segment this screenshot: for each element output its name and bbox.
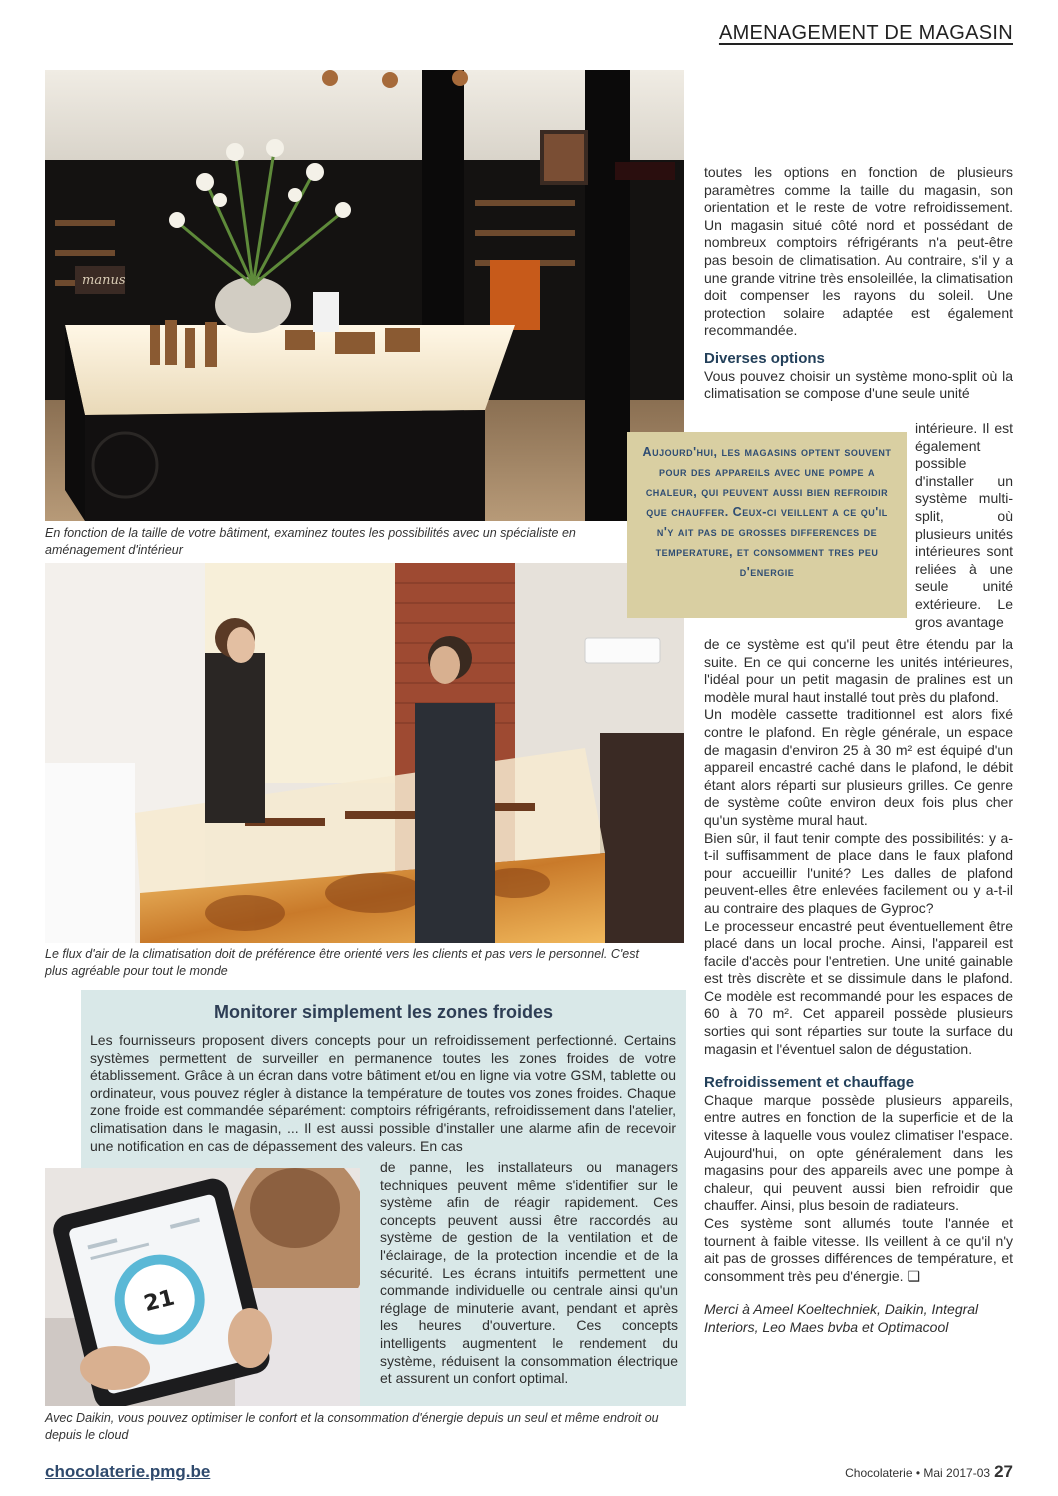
options-paragraph-narrow: intérieure. Il est également possible d'installer un système multi-split, où plusieurs unités intérieures sont reliées à une seule unité extérieure. Le gros avantage bbox=[915, 420, 1013, 630]
box-paragraph-side: de panne, les installateurs ou managers techniques peuvent même s'identifier sur le système afin de réagir rapidement. Ces concepts peuvent aussi être raccordés au système de gestion de la ventilation et de l'éclairage, de la protection incendie et de la sécurité. Les écrans intuitifs permettent une commande individuelle ou centrale ainsi qu'un réglage de minuterie avant, pendant et après les heures d'ouverture. Ces concepts intelligents augmentent le rendement du système, réduisent la consommation électrique et assurent un confort optimal. bbox=[380, 1159, 678, 1387]
pull-quote: Aujourd'hui, les magasins optent souvent pour des appareils avec une pompe a chaleur, qui peuvent aussi bien refroidir que chauffer. Ceux-ci veillent a ce qu'il n'y ait pas de grosses differences de temperature, et consomment tres peu d'energie bbox=[627, 432, 907, 618]
right-column bbox=[704, 164, 1013, 403]
right-column-lower bbox=[704, 636, 1013, 1337]
box-paragraph-top: Les fournisseurs proposent divers concepts pour un refroidissement perfectionné. Certains systèmes permettent de surveiller en permanence toutes les zones froides de votre établissement. Grâce à un écran dans votre bâtiment et/ou en ligne via votre GSM, tablette ou ordinateur, vous pouvez régler à distance la température de toutes vos zones froides. Chaque zone froide est commandée séparément: comptoirs réfrigérants, refroidissement dans l'atelier, climatisation dans le magasin, ... Il est aussi possible d'installer une alarme afin de recevoir une notification en cas de dépassement des valeurs. En cas bbox=[90, 1032, 676, 1154]
box-text-side bbox=[380, 1159, 678, 1388]
section-title: AMENAGEMENT DE MAGASIN bbox=[718, 22, 1013, 44]
tablet-photo bbox=[45, 1168, 360, 1406]
options-paragraph-start: Vous pouvez choisir un système mono-split où la climatisation se compose d'une seule unité bbox=[704, 367, 1013, 402]
middle-photo-caption: Le flux d'air de la climatisation doit de préférence être orienté vers les clients et pas vers le personnel. C'est plus agréable pour tout le monde bbox=[45, 947, 639, 978]
heading-diverses-options: Diverses options bbox=[704, 349, 825, 367]
box-text-top bbox=[90, 1032, 676, 1155]
footer-page-info bbox=[845, 1462, 1013, 1482]
right-column-narrow bbox=[915, 420, 1013, 631]
top-photo-caption: En fonction de la taille de votre bâtiment, examinez toutes les possibilités avec un spécialiste en aménagement d'intérieur bbox=[45, 526, 576, 557]
box-title: Monitorer simplement les zones froides bbox=[213, 1002, 554, 1022]
intro-paragraph: toutes les options en fonction de plusieurs paramètres comme la taille du magasin, son orientation et le reste de votre refroidissement. Un magasin situé côté nord et possédant de nombreux comptoirs réfrigérants n'a peut-être pas besoin de climatisation. Au contraire, s'il y a une grande vitrine très ensoleillée, la climatisation doit compenser les rayons du soleil. Une protection solaire adaptée est également recommandée. bbox=[704, 164, 1013, 339]
options-paragraph-end: de ce système est qu'il peut être étendu par la suite. En ce qui concerne les unités intérieures, l'idéal pour un petit magasin de pralines est un modèle mural haut installé tout près du plafond. bbox=[704, 636, 1013, 705]
ceiling-paragraph: Bien sûr, il faut tenir compte des possibilités: y a-t-il suffisamment de place dans le faux plafond pour accueillir l'unité? Les dalles de plafond peuvent-elles être enlevées facilement ou y a-t-il au contraire des plaques de Gyproc? bbox=[704, 829, 1013, 916]
shop-interior-photo bbox=[45, 70, 684, 521]
tablet-photo-caption: Avec Daikin, vous pouvez optimiser le confort et la consommation d'énergie depuis un seul et même endroit ou depuis le cloud bbox=[45, 1411, 659, 1442]
praline-shop-photo bbox=[45, 563, 684, 943]
footer-magazine: Chocolaterie • Mai 2017-03 bbox=[845, 1466, 991, 1480]
page-number: 27 bbox=[994, 1462, 1013, 1481]
system-paragraph: Ces système sont allumés toute l'année et tournent à faible vitesse. Ils veillent à ce qu'il n'y ait pas de grosses différences de température, et consomment très peu d'énergie. ❑ bbox=[704, 1215, 1013, 1284]
brand-paragraph: Chaque marque possède plusieurs appareils, entre autres en fonction de la superficie et de la vitesse à laquelle vous voulez climatiser l'espace. Aujourd'hui, on opte généralement dans les magasins pour des appareils avec une pompe à chaleur, qui peuvent aussi bien refroidir que chauffer. Ainsi, plus besoin de radiateurs. bbox=[704, 1091, 1013, 1214]
footer-url[interactable]: chocolaterie.pmg.be bbox=[45, 1462, 211, 1481]
thanks-note: Merci à Ameel Koeltechniek, Daikin, Integral Interiors, Leo Maes bvba et Optimacool bbox=[704, 1301, 979, 1335]
processor-paragraph: Le processeur encastré peut éventuellement être placé dans un local proche. Ainsi, l'appareil est facile d'accès pour l'entretien. Une unité gainable est très discrète et se dissimule dans le plafond. Ce modèle est recommandé pour les espaces de 60 à 70 m². Cet appareil possède plusieurs sorties qui sont réparties sur toute la surface du magasin et l'éventuel salon de dégustation. bbox=[704, 917, 1013, 1057]
thermostat-value: 21 bbox=[141, 1285, 178, 1318]
heading-refroidissement: Refroidissement et chauffage bbox=[704, 1074, 915, 1092]
shop-sign: manus bbox=[82, 273, 126, 288]
cassette-paragraph: Un modèle cassette traditionnel est alors fixé contre le plafond. En règle générale, un espace de magasin d'environ 25 à 30 m² est équipé d'un appareil encastré caché dans le plafond, le débit étant alors réparti sur plusieurs grilles. Ce genre de système coûte environ deux fois plus cher qu'un système mural haut. bbox=[704, 706, 1013, 828]
